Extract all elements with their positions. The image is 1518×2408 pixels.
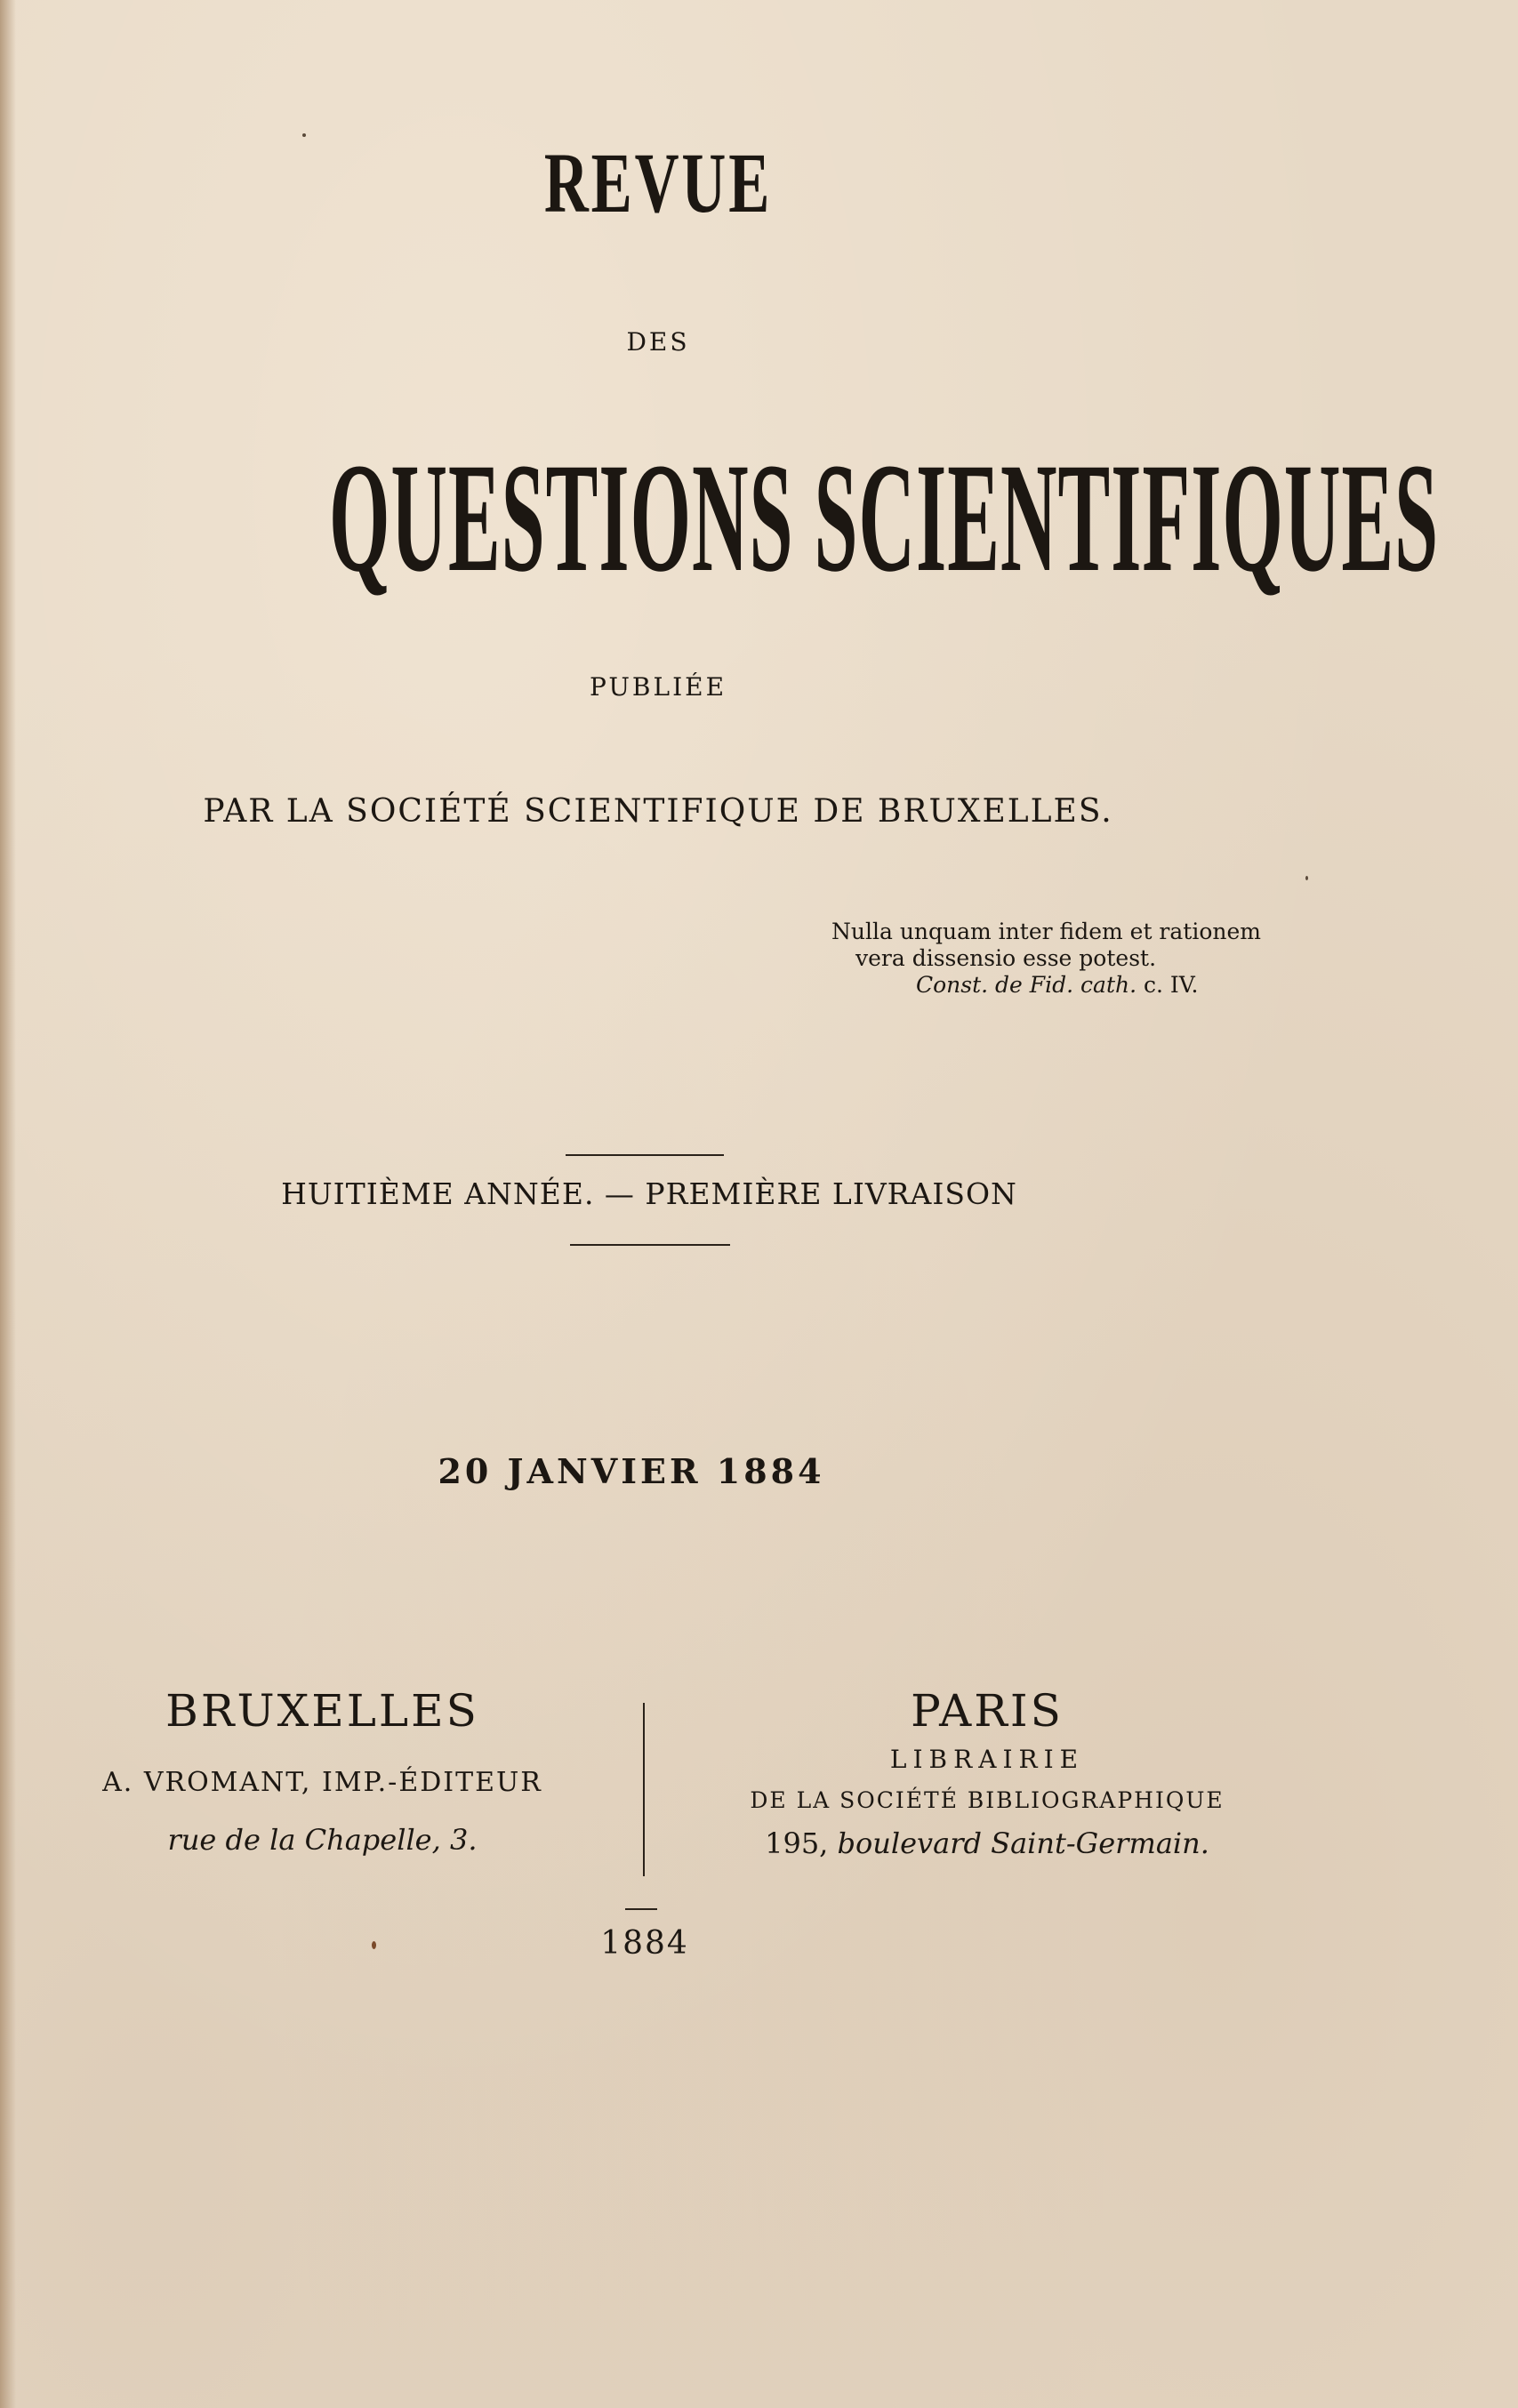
header-des: DES — [626, 327, 690, 357]
imprint-left-publisher: A. VROMANT, IMP.-ÉDITEUR — [102, 1767, 542, 1798]
imprint-right-address-number: 195, — [765, 1826, 829, 1860]
epigraph-line-2: vera dissensio esse potest. — [855, 945, 1157, 971]
imprint-right-city: PARIS — [911, 1685, 1064, 1737]
issue-date: 20 JANVIER 1884 — [438, 1451, 825, 1491]
rule-above-year — [625, 1908, 657, 1910]
epigraph — [831, 919, 1261, 999]
journal-title: QUESTIONS SCIENTIFIQUES — [329, 431, 1440, 605]
header-revue: REVUE — [543, 135, 773, 230]
paper-speck — [1305, 876, 1308, 880]
publisher-society: PAR LA SOCIÉTÉ SCIENTIFIQUE DE BRUXELLES. — [203, 793, 1113, 830]
imprint-left-address: rue de la Chapelle, 3. — [167, 1823, 478, 1857]
epigraph-line-1: Nulla unquam inter fidem et rationem — [831, 919, 1261, 944]
epigraph-citation-source: Const. de Fid. cath. — [916, 972, 1137, 998]
paper-speck — [372, 1941, 376, 1949]
imprint-right-librairie: LIBRAIRIE — [889, 1745, 1085, 1774]
imprint-right-address-street: boulevard Saint-Germain. — [828, 1826, 1209, 1860]
imprint-divider — [643, 1703, 645, 1876]
issue-line: HUITIÈME ANNÉE. — PREMIÈRE LIVRAISON — [281, 1176, 1017, 1211]
epigraph-citation-chapter: c. IV. — [1136, 972, 1199, 998]
publication-year: 1884 — [600, 1925, 689, 1962]
rule-below-issue — [570, 1244, 730, 1246]
epigraph-citation — [831, 972, 1261, 999]
paper-speck — [302, 133, 306, 137]
imprint-left-city: BRUXELLES — [165, 1685, 479, 1737]
imprint-right-address — [676, 1826, 1298, 1860]
rule-above-issue — [566, 1154, 724, 1156]
header-publiee: PUBLIÉE — [589, 672, 727, 702]
imprint-right-publisher: DE LA SOCIÉTÉ BIBLIOGRAPHIQUE — [750, 1787, 1225, 1813]
